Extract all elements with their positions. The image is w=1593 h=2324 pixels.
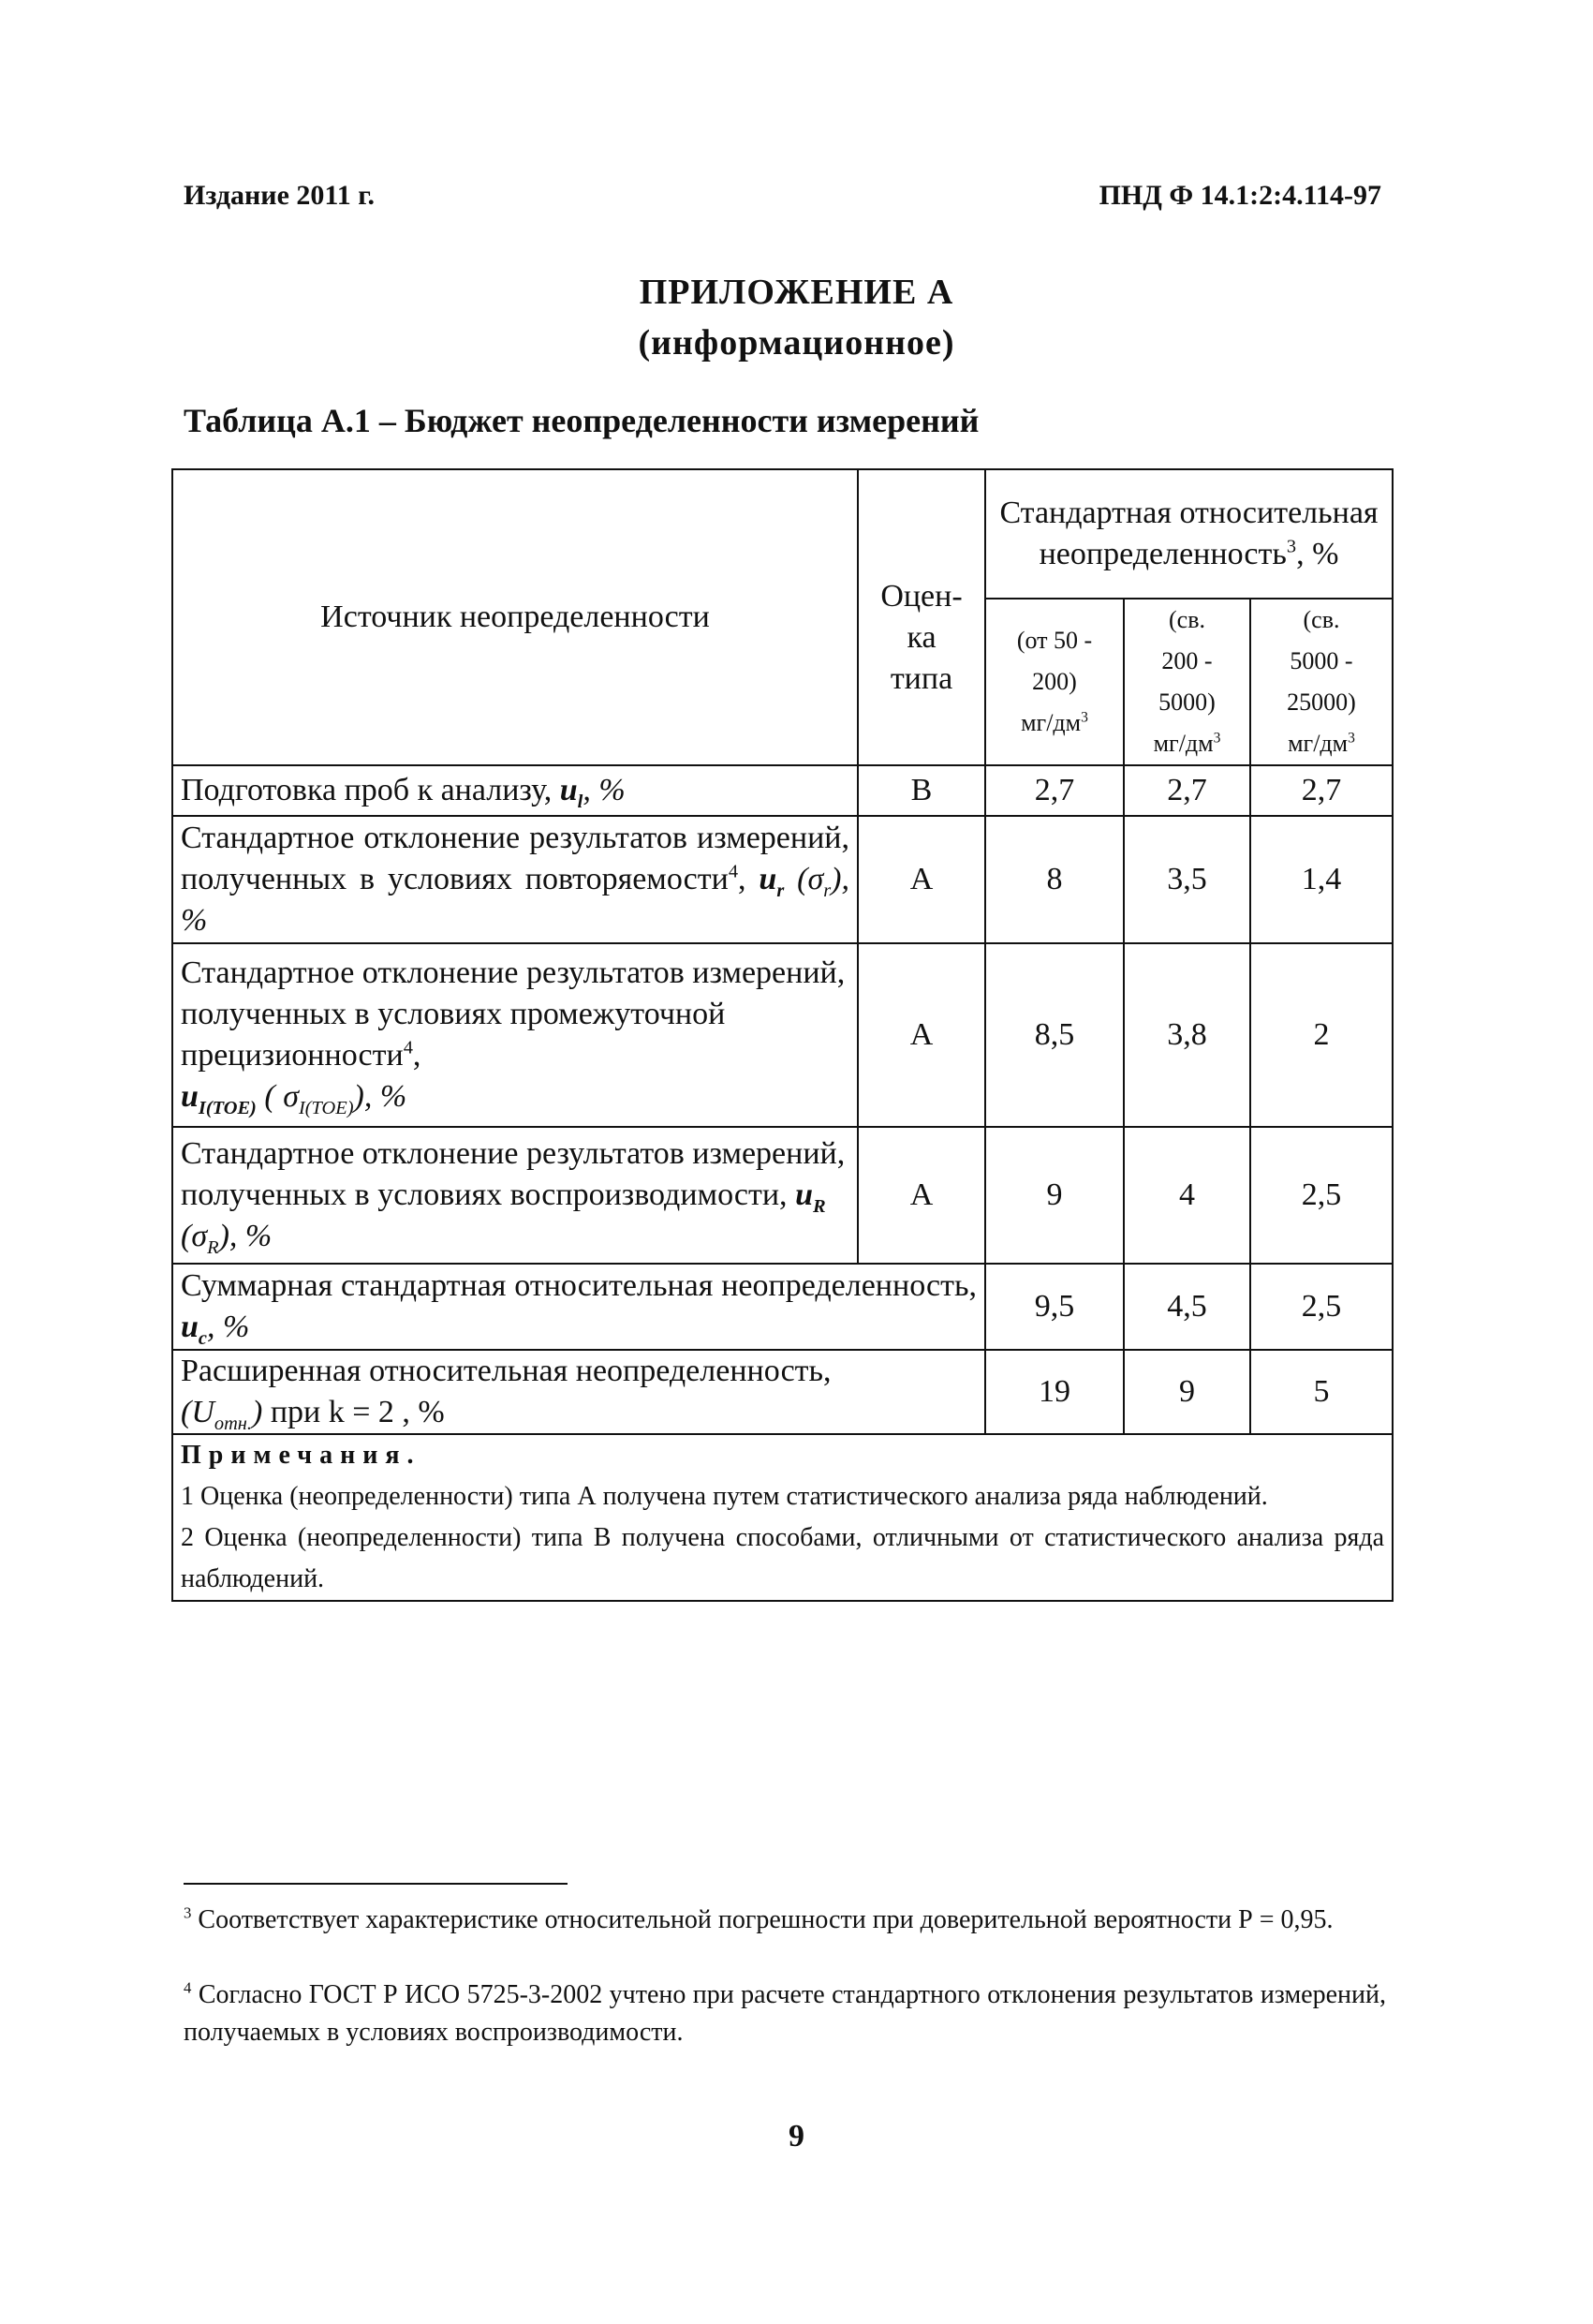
footnote-4 bbox=[184, 1976, 1386, 2051]
header-source-cell bbox=[172, 469, 858, 765]
footnote-text: Соответствует характеристике относительной погрешности при доверительной вероятности Р = 0,95. bbox=[198, 1905, 1334, 1934]
table-row bbox=[172, 765, 1393, 816]
type-cell: А bbox=[858, 1127, 985, 1264]
source-text: Стандартное отклонение результатов измерений, полученных в условиях воспроизводимости, bbox=[181, 1136, 846, 1212]
unit-text: , % bbox=[229, 1219, 273, 1253]
source-cell: Стандартное отклонение результатов измерений, полученных в условиях повторяемости$^4$, $u_r$ $(\sigma_r)$, % bbox=[172, 816, 858, 943]
header-type-label: Оцен- ка типа bbox=[880, 579, 963, 696]
edition-label: Издание 2011 г. bbox=[184, 180, 375, 211]
header-range-1 bbox=[985, 599, 1124, 765]
value-cell: 9,5 bbox=[985, 1264, 1124, 1350]
symbol-sigma: σ bbox=[807, 862, 824, 896]
symbol-sub: c bbox=[198, 1327, 207, 1349]
symbol: U bbox=[191, 1395, 214, 1429]
value-cell: 8 bbox=[985, 816, 1124, 943]
source-text: Расширенная относительная неопределенность, bbox=[181, 1354, 832, 1388]
source-text: Стандартное отклонение результатов измерений, полученных в условиях повторяемости bbox=[181, 821, 849, 896]
table-row bbox=[172, 1127, 1393, 1264]
range-2-sup: 3 bbox=[1213, 730, 1221, 747]
table-row bbox=[172, 1350, 1393, 1434]
value-cell: 1,4 bbox=[1250, 816, 1393, 943]
source-cell: Стандартное отклонение результатов измерений, полученных в условиях промежуточной прецизионности$^4$, $u_{I(TOE)}$ ( $\sigma_{I(TOE)}$), % bbox=[172, 943, 858, 1127]
symbol: u bbox=[759, 862, 777, 896]
value-cell: 9 bbox=[985, 1127, 1124, 1264]
header-type-cell bbox=[858, 469, 985, 765]
header-range-3 bbox=[1250, 599, 1393, 765]
table-header-row bbox=[172, 469, 1393, 599]
footnote-text: Согласно ГОСТ Р ИСО 5725-3-2002 учтено при расчете стандартного отклонения результатов измерений, получаемых в условиях воспроизводимости. bbox=[184, 1980, 1386, 2047]
symbol-sub: R bbox=[812, 1195, 826, 1217]
symbol: u bbox=[795, 1177, 813, 1212]
range-1-sup: 3 bbox=[1081, 709, 1088, 726]
page-number: 9 bbox=[789, 2119, 804, 2154]
notes-row bbox=[172, 1434, 1393, 1601]
value-cell: 2 bbox=[1250, 943, 1393, 1127]
note-item: 2 Оценка (неопределенности) типа В получена способами, отличными от статистического анализа ряда наблюдений. bbox=[181, 1523, 1385, 1593]
symbol-sigma-sub: r bbox=[823, 880, 832, 901]
footnote-ref-4: 4 bbox=[403, 1037, 413, 1058]
range-1-label: (от 50 - 200) мг/дм bbox=[1016, 627, 1093, 736]
notes-cell bbox=[172, 1434, 1393, 1601]
unit-text: , % bbox=[206, 1310, 250, 1344]
symbol-sigma-sub: R bbox=[207, 1236, 219, 1258]
value-cell: 4,5 bbox=[1124, 1264, 1250, 1350]
range-2-label: (св. 200 - 5000) мг/дм bbox=[1153, 606, 1216, 757]
symbol-sub: I(TOE) bbox=[198, 1097, 257, 1118]
source-text: Суммарная стандартная относительная неопределенность, bbox=[181, 1268, 977, 1303]
value-cell: 9 bbox=[1124, 1350, 1250, 1434]
value-cell: 5 bbox=[1250, 1350, 1393, 1434]
source-text: Стандартное отклонение результатов измерений, полученных в условиях промежуточной прецизионности bbox=[181, 955, 846, 1073]
footnote-ref-3: 3 bbox=[1286, 536, 1297, 557]
value-cell: 2,5 bbox=[1250, 1127, 1393, 1264]
range-3-label: (св. 5000 - 25000) мг/дм bbox=[1287, 606, 1356, 757]
symbol: u bbox=[181, 1310, 199, 1344]
header-range-2 bbox=[1124, 599, 1250, 765]
value-cell: 3,5 bbox=[1124, 816, 1250, 943]
source-cell: Стандартное отклонение результатов измерений, полученных в условиях воспроизводимости, $u_R$ $(\sigma_R)$, % bbox=[172, 1127, 858, 1264]
table-row bbox=[172, 816, 1393, 943]
header-uncertainty-cell bbox=[985, 469, 1393, 599]
symbol-sub: отн. bbox=[214, 1413, 253, 1434]
symbol: u bbox=[559, 773, 578, 807]
appendix-title: ПРИЛОЖЕНИЕ А bbox=[639, 273, 954, 312]
note-item: 1 Оценка (неопределенности) типа А получена путем статистического анализа ряда наблюдений. bbox=[181, 1482, 1268, 1511]
footnote-ref-4: 4 bbox=[728, 861, 739, 882]
table-row bbox=[172, 1264, 1393, 1350]
range-3-sup: 3 bbox=[1348, 730, 1355, 747]
value-cell: 2,7 bbox=[1250, 765, 1393, 816]
value-cell: 8,5 bbox=[985, 943, 1124, 1127]
source-text: Подготовка проб к анализу, bbox=[181, 773, 553, 807]
type-cell: А bbox=[858, 943, 985, 1127]
footnote-3 bbox=[184, 1902, 1386, 1939]
symbol-sigma: σ bbox=[191, 1219, 208, 1253]
header-uncertainty-unit: , % bbox=[1296, 537, 1339, 571]
header-source-label: Источник неопределенности bbox=[320, 600, 710, 634]
type-cell: В bbox=[858, 765, 985, 816]
footnote-mark: 3 bbox=[184, 1903, 192, 1922]
unit-text: , % bbox=[583, 773, 626, 807]
footnote-mark: 4 bbox=[184, 1978, 192, 1997]
source-cell bbox=[172, 765, 858, 816]
table-row bbox=[172, 943, 1393, 1127]
symbol: u bbox=[181, 1079, 199, 1114]
unit-text: , % bbox=[363, 1079, 407, 1114]
appendix-subtitle: (информационное) bbox=[638, 323, 955, 363]
value-cell: 2,7 bbox=[985, 765, 1124, 816]
unit-text: при k = 2 , % bbox=[262, 1395, 445, 1429]
value-cell: 4 bbox=[1124, 1127, 1250, 1264]
value-cell: 3,8 bbox=[1124, 943, 1250, 1127]
symbol-sigma: σ bbox=[283, 1079, 299, 1114]
symbol-sub: r bbox=[776, 880, 785, 901]
symbol-sigma-sub: I(TOE) bbox=[298, 1097, 354, 1118]
table-caption: Таблица А.1 – Бюджет неопределенности измерений bbox=[184, 402, 980, 439]
document-code: ПНД Ф 14.1:2:4.114-97 bbox=[1099, 180, 1381, 211]
summary-source-cell: Расширенная относительная неопределенность, $(U_{отн.})$ при k = 2 , % bbox=[172, 1350, 985, 1434]
symbol-sub: l bbox=[577, 791, 583, 812]
uncertainty-budget-table bbox=[171, 468, 1394, 1602]
notes-heading: Примечания. bbox=[181, 1441, 421, 1470]
summary-source-cell bbox=[172, 1264, 985, 1350]
value-cell: 2,7 bbox=[1124, 765, 1250, 816]
type-cell: А bbox=[858, 816, 985, 943]
value-cell: 19 bbox=[985, 1350, 1124, 1434]
header-uncertainty-label: Стандартная относительная неопределенность bbox=[999, 496, 1379, 571]
footnote-divider bbox=[184, 1883, 568, 1885]
unit-text: , % bbox=[181, 862, 849, 938]
value-cell: 2,5 bbox=[1250, 1264, 1393, 1350]
